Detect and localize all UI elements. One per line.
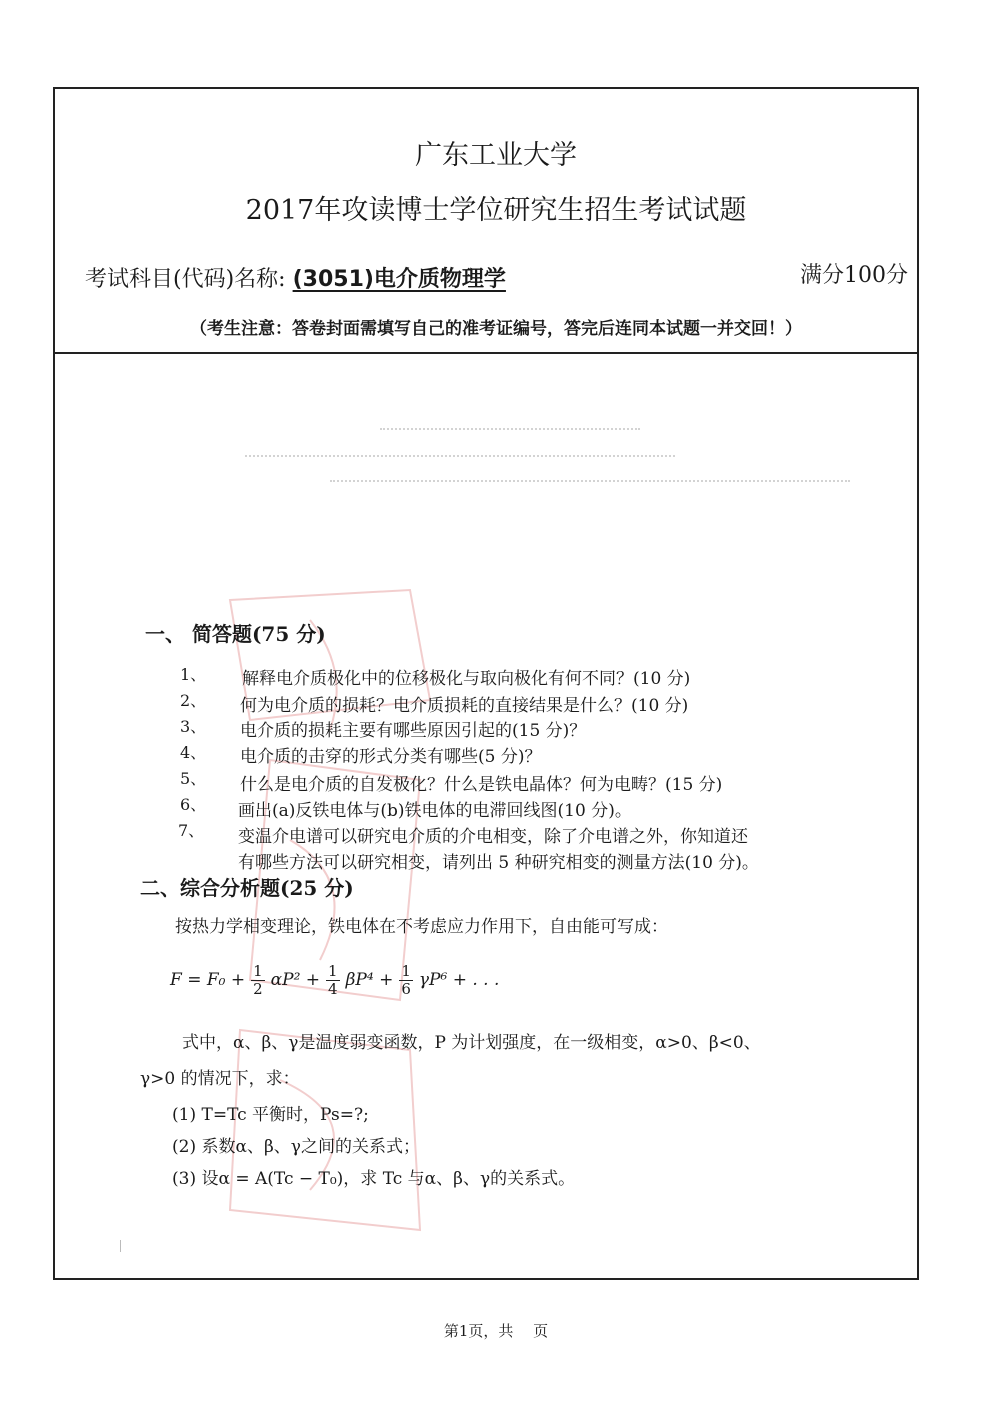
subject-name: (3051)电介质物理学 — [292, 267, 506, 292]
section2-intro: 按热力学相变理论，铁电体在不考虑应力作用下，自由能可写成： — [175, 917, 668, 937]
fraction-denominator: 6 — [401, 979, 411, 998]
fraction-sixth — [399, 963, 413, 998]
exam-title: 2017年攻读博士学位研究生招生考试试题 — [245, 195, 747, 226]
candidate-notice: （考生注意：答卷封面需填写自己的准考证编号，答完后连同本试题一并交回！） — [190, 319, 802, 339]
fraction-denominator: 2 — [253, 979, 263, 998]
fraction-numerator: 1 — [253, 961, 263, 980]
question-number: 1、 — [180, 665, 207, 684]
question-number: 7、 — [178, 821, 205, 840]
subject-label: 考试科目(代码)名称: — [85, 267, 286, 292]
scan-noise — [330, 480, 850, 484]
question-text: 解释电介质极化中的位移极化与取向极化有何不同？(10 分) — [242, 669, 691, 689]
question-text: 电介质的击穿的形式分类有哪些(5 分)？ — [240, 747, 542, 767]
sub-question: (2) 系数α、β、γ之间的关系式； — [172, 1137, 420, 1157]
question-number: 4、 — [180, 743, 207, 762]
fraction-quarter — [326, 963, 340, 998]
question-text: 电介质的损耗主要有哪些原因引起的(15 分)？ — [240, 721, 587, 741]
free-energy-formula — [170, 952, 499, 1008]
fraction-half — [251, 963, 265, 998]
page-footer: 第1页，共 页 — [443, 1322, 549, 1340]
question-number: 6、 — [180, 795, 207, 814]
formula-term-gamma: γP⁶ + . . . — [418, 970, 500, 990]
university-name: 广东工业大学 — [415, 140, 577, 171]
scan-noise — [245, 455, 675, 459]
scan-mark — [120, 1240, 121, 1252]
question-number: 5、 — [180, 769, 207, 788]
fraction-denominator: 4 — [328, 979, 338, 998]
full-score: 满分100分 — [800, 263, 908, 288]
section1-title: 一、 简答题(75 分) — [145, 622, 326, 646]
fraction-numerator: 1 — [328, 961, 338, 980]
formula-description: 式中，α、β、γ是温度弱变函数，P 为计划强度，在一级相变，α>0、β<0、 — [182, 1033, 761, 1053]
formula-term-beta: βP⁴ + — [345, 970, 394, 990]
question-text: 什么是电介质的自发极化？什么是铁电晶体？何为电畴？(15 分) — [240, 775, 723, 795]
question-number: 2、 — [180, 691, 207, 710]
section2-title: 二、综合分析题(25 分) — [140, 876, 354, 900]
question-text: 画出(a)反铁电体与(b)铁电体的电滞回线图(10 分)。 — [238, 801, 632, 821]
sub-question: (1) T=Tc 平衡时，Ps=?; — [172, 1105, 369, 1125]
question-text-continued: 有哪些方法可以研究相变，请列出 5 种研究相变的测量方法(10 分)。 — [238, 853, 759, 873]
question-text: 何为电介质的损耗？电介质损耗的直接结果是什么？(10 分) — [240, 696, 689, 716]
subject-line — [85, 262, 506, 293]
formula-term-alpha: αP² + — [270, 970, 321, 990]
question-text: 变温介电谱可以研究电介质的介电相变，除了介电谱之外，你知道还 — [238, 827, 748, 847]
formula-condition: γ>0 的情况下，求： — [140, 1069, 300, 1089]
question-number: 3、 — [180, 717, 207, 736]
scan-noise — [380, 428, 640, 432]
formula-lhs: F = F₀ + — [170, 970, 246, 990]
header-divider — [53, 352, 919, 354]
sub-question: (3) 设α = A(Tc − T₀)，求 Tc 与α、β、γ的关系式。 — [172, 1169, 576, 1189]
fraction-numerator: 1 — [401, 961, 411, 980]
